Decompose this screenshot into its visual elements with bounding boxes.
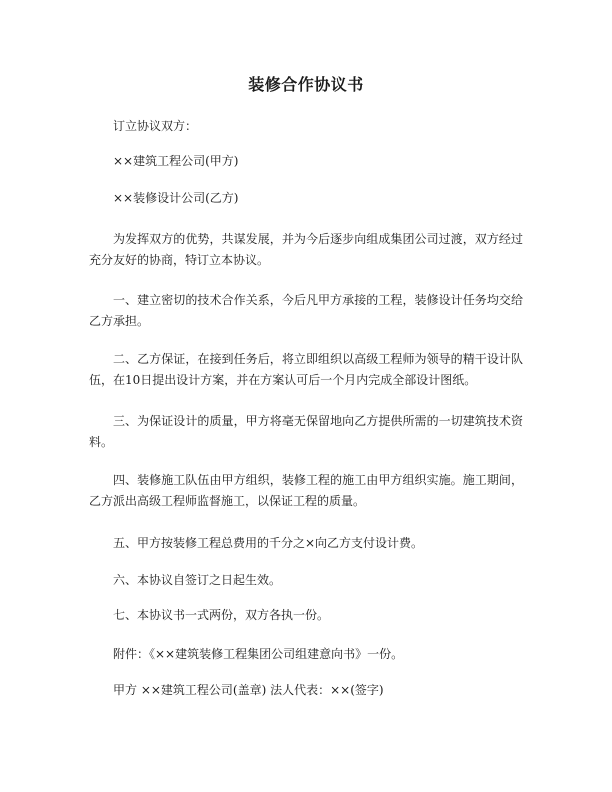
paragraph-clause-5: 五、甲方按装修工程总费用的千分之×向乙方支付设计费。 xyxy=(113,536,424,550)
paragraph-attachment: 附件：《××建筑装修工程集团公司组建意向书》一份。 xyxy=(113,647,404,661)
paragraph-party-a: ××建筑工程公司(甲方) xyxy=(113,154,239,168)
paragraph-clause-4: 四、装修施工队伍由甲方组织，装修工程的施工由甲方组织实施。施工期间，乙方派出高级工程师监督施工，以保证工程的质量。 xyxy=(89,473,523,508)
paragraph-signature: 甲方 ××建筑工程公司(盖章) 法人代表：××(签字) xyxy=(113,683,384,697)
paragraph-clause-1: 一、建立密切的技术合作关系，今后凡甲方承接的工程，装修设计任务均交给乙方承担。 xyxy=(89,293,523,328)
paragraph-parties-heading: 订立协议双方： xyxy=(113,119,198,133)
paragraph-clause-3: 三、为保证设计的质量，甲方将毫无保留地向乙方提供所需的一切建筑技术资料。 xyxy=(89,414,523,449)
paragraph-clause-6: 六、本协议自签订之日起生效。 xyxy=(113,573,282,587)
paragraph-clause-7: 七、本协议书一式两份，双方各执一份。 xyxy=(113,608,330,622)
paragraph-party-b: ××装修设计公司(乙方) xyxy=(113,191,239,205)
paragraph-clause-2: 二、乙方保证，在接到任务后，将立即组织以高级工程师为领导的精干设计队伍，在10日提出设计方案，并在方案认可后一个月内完成全部设计图纸。 xyxy=(89,352,523,387)
paragraph-preamble: 为发挥双方的优势，共谋发展，并为今后逐步向组成集团公司过渡，双方经过充分友好的协商，特订立本协议。 xyxy=(89,232,523,267)
document-title: 装修合作协议书 xyxy=(248,75,364,94)
